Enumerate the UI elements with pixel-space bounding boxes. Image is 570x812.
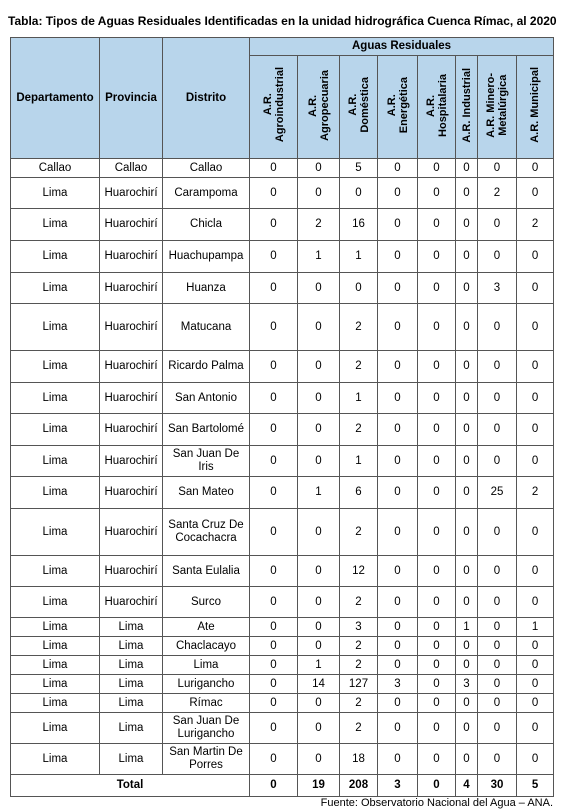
cell-value: 0 [418,273,456,304]
total-value: 4 [456,775,478,797]
header-type-label: A.R. Agropecuaria [306,69,331,141]
table-row [11,713,554,744]
cell-value: 0 [478,675,517,694]
cell-provincia: Lima [100,637,163,656]
cell-value: 0 [378,273,418,304]
cell-value: 0 [298,351,340,383]
cell-provincia: Huarochirí [100,241,163,273]
cell-departamento: Lima [11,637,100,656]
cell-value: 0 [478,241,517,273]
cell-value: 0 [418,383,456,414]
cell-value: 0 [250,587,298,618]
cell-value: 0 [456,556,478,587]
cell-value: 0 [418,159,456,178]
cell-value: 0 [378,656,418,675]
cell-provincia: Huarochirí [100,477,163,509]
cell-value: 0 [250,446,298,477]
cell-value: 0 [378,744,418,775]
cell-value: 2 [517,209,554,241]
cell-departamento: Lima [11,509,100,556]
cell-departamento: Lima [11,556,100,587]
cell-value: 25 [478,477,517,509]
cell-value: 0 [418,241,456,273]
cell-value: 0 [456,414,478,446]
cell-value: 0 [478,744,517,775]
cell-value: 0 [478,351,517,383]
cell-value: 0 [250,178,298,209]
table-row [11,477,554,509]
cell-value: 0 [517,509,554,556]
cell-value: 0 [250,713,298,744]
header-type-label: A.R. Agroindustrial [261,67,286,143]
cell-value: 0 [478,509,517,556]
cell-distrito: Surco [163,587,250,618]
cell-value: 0 [378,446,418,477]
cell-value: 1 [517,618,554,637]
cell-value: 0 [298,383,340,414]
header-type-5 [456,56,478,159]
cell-distrito: Matucana [163,304,250,351]
cell-value: 0 [517,159,554,178]
cell-value: 0 [517,446,554,477]
table-row [11,618,554,637]
cell-distrito: Huachupampa [163,241,250,273]
cell-value: 1 [298,241,340,273]
header-type-label: A.R. Industrial [460,67,473,143]
cell-value: 0 [378,587,418,618]
cell-distrito: Santa Cruz De Cocachacra [163,509,250,556]
total-value: 0 [250,775,298,797]
cell-value: 0 [478,209,517,241]
cell-value: 0 [378,351,418,383]
cell-value: 0 [298,587,340,618]
cell-departamento: Lima [11,209,100,241]
cell-value: 0 [478,637,517,656]
cell-departamento: Lima [11,414,100,446]
cell-value: 0 [298,694,340,713]
cell-value: 0 [517,587,554,618]
cell-value: 0 [418,414,456,446]
cell-value: 0 [517,383,554,414]
cell-value: 0 [418,713,456,744]
cell-value: 2 [340,713,378,744]
cell-value: 0 [478,656,517,675]
cell-departamento: Lima [11,446,100,477]
header-type-label: A.R. Municipal [529,67,542,143]
table-row [11,241,554,273]
cell-value: 0 [517,694,554,713]
cell-value: 0 [418,618,456,637]
cell-value: 0 [517,637,554,656]
cell-value: 0 [456,446,478,477]
cell-value: 0 [418,656,456,675]
cell-provincia: Huarochirí [100,383,163,414]
cell-value: 0 [456,509,478,556]
cell-value: 12 [340,556,378,587]
header-type-label: A.R. Minero- Metalúrgica [485,72,509,138]
cell-provincia: Huarochirí [100,273,163,304]
cell-value: 0 [456,637,478,656]
cell-departamento: Lima [11,241,100,273]
table-row [11,178,554,209]
cell-value: 0 [517,178,554,209]
table-row [11,509,554,556]
cell-value: 0 [250,414,298,446]
cell-departamento: Lima [11,675,100,694]
cell-value: 0 [378,618,418,637]
cell-value: 2 [340,656,378,675]
cell-value: 0 [418,178,456,209]
cell-value: 0 [418,744,456,775]
cell-value: 0 [298,713,340,744]
cell-value: 0 [456,159,478,178]
cell-provincia: Huarochirí [100,509,163,556]
cell-value: 0 [250,656,298,675]
cell-distrito: Huanza [163,273,250,304]
cell-value: 0 [517,744,554,775]
cell-value: 0 [378,178,418,209]
header-type-3 [378,56,418,159]
cell-value: 0 [517,273,554,304]
cell-value: 2 [340,637,378,656]
cell-provincia: Lima [100,618,163,637]
cell-value: 0 [456,351,478,383]
table-row [11,556,554,587]
table-row [11,159,554,178]
header-departamento: Departamento [11,38,100,159]
cell-value: 3 [378,675,418,694]
cell-value: 0 [378,713,418,744]
cell-value: 0 [378,209,418,241]
total-value: 3 [378,775,418,797]
cell-departamento: Lima [11,178,100,209]
cell-value: 5 [340,159,378,178]
cell-value: 0 [298,446,340,477]
header-provincia: Provincia [100,38,163,159]
cell-distrito: Santa Eulalia [163,556,250,587]
cell-value: 2 [340,414,378,446]
cell-value: 2 [340,351,378,383]
cell-value: 0 [298,556,340,587]
cell-value: 0 [517,351,554,383]
cell-value: 0 [378,509,418,556]
cell-value: 1 [340,241,378,273]
cell-value: 0 [378,241,418,273]
cell-provincia: Huarochirí [100,351,163,383]
table-row [11,637,554,656]
cell-distrito: Chaclacayo [163,637,250,656]
cell-value: 0 [298,744,340,775]
cell-value: 0 [418,556,456,587]
cell-departamento: Lima [11,383,100,414]
cell-value: 2 [517,477,554,509]
table-title: Tabla: Tipos de Aguas Residuales Identificadas en la unidad hidrográfica Cuenca Rímac, al 2020 [8,14,557,28]
header-type-0 [250,56,298,159]
header-distrito: Distrito [163,38,250,159]
header-type-2 [340,56,378,159]
cell-value: 0 [418,446,456,477]
cell-value: 1 [298,656,340,675]
cell-value: 2 [298,209,340,241]
cell-value: 0 [456,209,478,241]
cell-value: 18 [340,744,378,775]
header-type-1 [298,56,340,159]
cell-value: 1 [298,477,340,509]
table-row [11,587,554,618]
cell-distrito: San Mateo [163,477,250,509]
cell-provincia: Huarochirí [100,304,163,351]
cell-value: 0 [456,656,478,675]
cell-distrito: San Martin De Porres [163,744,250,775]
cell-distrito: Rímac [163,694,250,713]
cell-value: 0 [250,383,298,414]
cell-value: 3 [478,273,517,304]
cell-distrito: Callao [163,159,250,178]
cell-value: 0 [456,587,478,618]
cell-value: 0 [250,744,298,775]
cell-value: 0 [298,414,340,446]
cell-value: 14 [298,675,340,694]
cell-value: 0 [456,713,478,744]
cell-value: 0 [250,694,298,713]
cell-value: 0 [478,587,517,618]
table-body [11,159,554,775]
cell-provincia: Huarochirí [100,414,163,446]
cell-value: 16 [340,209,378,241]
cell-value: 3 [340,618,378,637]
cell-provincia: Lima [100,713,163,744]
cell-value: 0 [298,159,340,178]
cell-value: 0 [378,383,418,414]
cell-departamento: Lima [11,656,100,675]
cell-value: 0 [378,414,418,446]
table-row [11,656,554,675]
table-row [11,351,554,383]
cell-value: 0 [478,713,517,744]
header-type-label: A.R. Energética [385,76,410,134]
wastewater-table [10,37,554,797]
cell-value: 0 [250,477,298,509]
cell-value: 0 [378,304,418,351]
cell-value: 1 [340,446,378,477]
cell-value: 0 [517,414,554,446]
cell-value: 1 [340,383,378,414]
cell-departamento: Lima [11,618,100,637]
header-type-4 [418,56,456,159]
cell-value: 0 [418,477,456,509]
cell-value: 2 [340,694,378,713]
cell-value: 0 [478,618,517,637]
cell-value: 0 [250,304,298,351]
source-note: Fuente: Observatorio Nacional del Agua – ANA. [320,797,553,809]
cell-value: 0 [298,509,340,556]
cell-value: 0 [298,637,340,656]
cell-value: 0 [340,178,378,209]
cell-departamento: Lima [11,273,100,304]
cell-value: 0 [298,178,340,209]
cell-provincia: Lima [100,694,163,713]
cell-provincia: Huarochirí [100,587,163,618]
header-type-label: A.R. Doméstica [346,77,371,133]
cell-value: 0 [418,637,456,656]
header-type-6 [478,56,517,159]
cell-value: 3 [456,675,478,694]
cell-provincia: Huarochirí [100,556,163,587]
cell-value: 0 [478,159,517,178]
cell-value: 0 [418,675,456,694]
cell-distrito: San Antonio [163,383,250,414]
cell-value: 0 [418,509,456,556]
cell-value: 0 [250,241,298,273]
cell-distrito: Ate [163,618,250,637]
cell-value: 0 [478,556,517,587]
total-value: 0 [418,775,456,797]
cell-value: 0 [340,273,378,304]
cell-value: 0 [456,241,478,273]
cell-value: 0 [478,304,517,351]
cell-value: 0 [517,713,554,744]
cell-departamento: Lima [11,477,100,509]
cell-value: 0 [456,383,478,414]
cell-value: 1 [456,618,478,637]
total-value: 208 [340,775,378,797]
cell-value: 0 [418,304,456,351]
cell-provincia: Lima [100,656,163,675]
cell-distrito: Carampoma [163,178,250,209]
cell-value: 0 [378,556,418,587]
cell-distrito: San Bartolomé [163,414,250,446]
table-row [11,209,554,241]
total-value: 5 [517,775,554,797]
cell-provincia: Huarochirí [100,178,163,209]
cell-distrito: San Juan De Iris [163,446,250,477]
cell-provincia: Huarochirí [100,446,163,477]
cell-value: 2 [340,304,378,351]
cell-departamento: Lima [11,713,100,744]
cell-departamento: Lima [11,587,100,618]
total-value: 30 [478,775,517,797]
cell-value: 0 [250,273,298,304]
cell-value: 6 [340,477,378,509]
cell-value: 0 [478,383,517,414]
cell-value: 0 [250,556,298,587]
cell-departamento: Lima [11,304,100,351]
total-label: Total [11,775,250,797]
cell-value: 0 [250,618,298,637]
table-row [11,304,554,351]
cell-value: 2 [340,587,378,618]
cell-value: 0 [378,477,418,509]
cell-value: 0 [456,304,478,351]
cell-value: 0 [378,159,418,178]
header-type-label: A.R. Hospitalaria [424,73,449,137]
cell-provincia: Callao [100,159,163,178]
cell-value: 0 [456,744,478,775]
cell-value: 0 [456,694,478,713]
cell-distrito: Lurigancho [163,675,250,694]
table-row [11,273,554,304]
cell-value: 0 [478,414,517,446]
table-row [11,446,554,477]
cell-value: 0 [478,446,517,477]
cell-value: 0 [298,304,340,351]
cell-departamento: Callao [11,159,100,178]
total-row [11,775,554,797]
cell-value: 2 [478,178,517,209]
cell-value: 0 [517,241,554,273]
cell-value: 0 [517,656,554,675]
cell-value: 0 [250,209,298,241]
cell-value: 0 [456,477,478,509]
cell-value: 0 [298,273,340,304]
cell-distrito: Lima [163,656,250,675]
cell-value: 0 [517,556,554,587]
cell-value: 0 [456,273,478,304]
table-row [11,383,554,414]
cell-value: 0 [517,304,554,351]
cell-value: 0 [250,351,298,383]
cell-value: 0 [418,209,456,241]
cell-value: 0 [250,637,298,656]
cell-value: 0 [378,694,418,713]
cell-distrito: Chicla [163,209,250,241]
cell-departamento: Lima [11,694,100,713]
cell-value: 0 [298,618,340,637]
cell-distrito: San Juan De Lurigancho [163,713,250,744]
table-row [11,414,554,446]
cell-value: 0 [418,694,456,713]
header-aguas-residuales: Aguas Residuales [250,38,554,56]
cell-value: 2 [340,509,378,556]
table-row [11,675,554,694]
cell-value: 0 [456,178,478,209]
cell-value: 0 [517,675,554,694]
cell-value: 0 [250,509,298,556]
total-value: 19 [298,775,340,797]
cell-provincia: Lima [100,675,163,694]
table-row [11,744,554,775]
cell-departamento: Lima [11,351,100,383]
cell-provincia: Lima [100,744,163,775]
cell-departamento: Lima [11,744,100,775]
cell-distrito: Ricardo Palma [163,351,250,383]
cell-provincia: Huarochirí [100,209,163,241]
cell-value: 0 [418,351,456,383]
cell-value: 0 [250,159,298,178]
table-row [11,694,554,713]
cell-value: 0 [250,675,298,694]
header-type-7 [517,56,554,159]
cell-value: 0 [478,694,517,713]
cell-value: 0 [378,637,418,656]
cell-value: 0 [418,587,456,618]
cell-value: 127 [340,675,378,694]
